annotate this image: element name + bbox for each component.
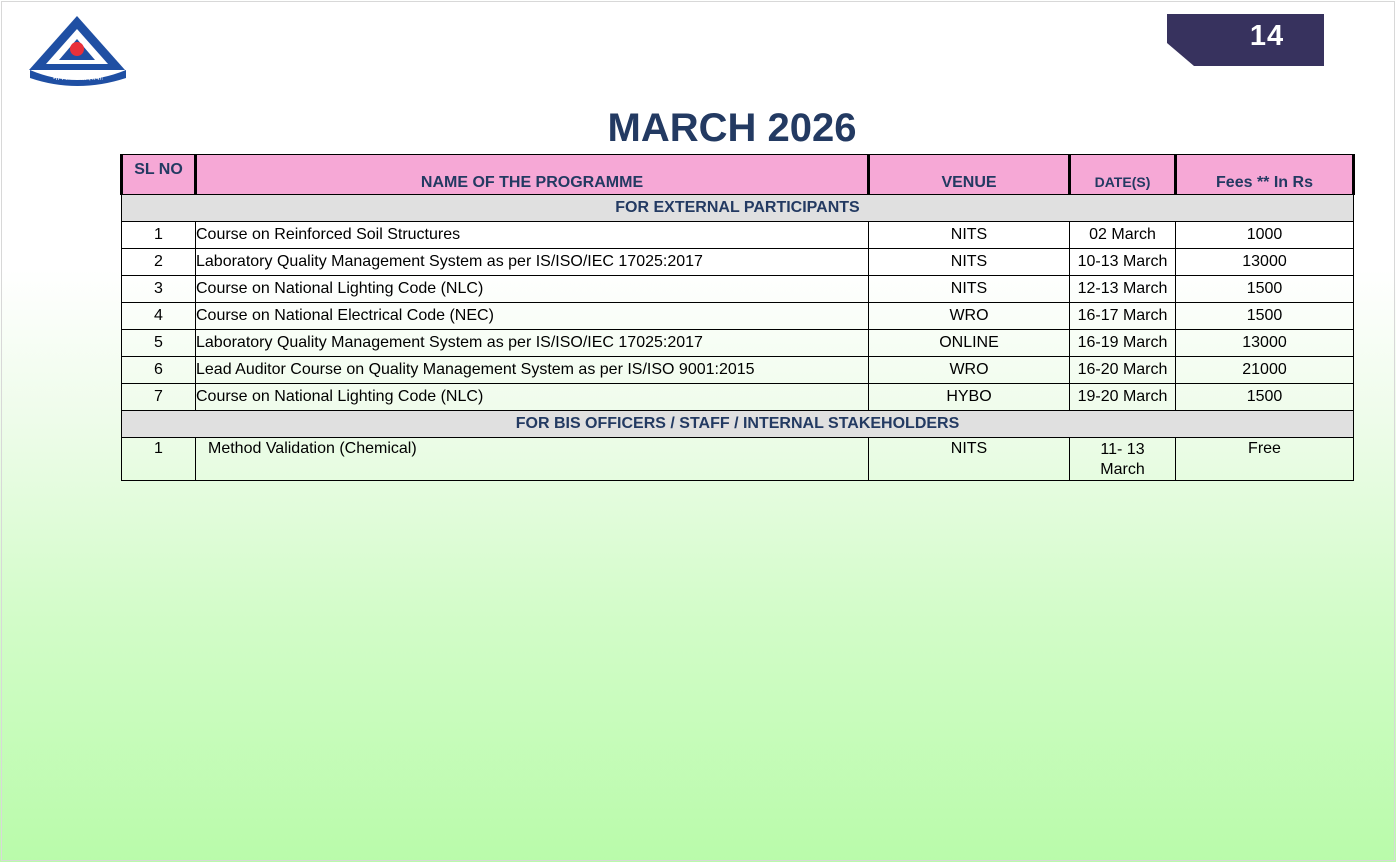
logo-tagline: मानकः पथप्रदर्शकः (53, 73, 103, 82)
row-programme: Course on National Electrical Code (NEC) (196, 303, 869, 330)
page-number-tab (1167, 14, 1324, 66)
row-fees: 21000 (1176, 357, 1354, 384)
row-sl: 1 (122, 222, 196, 249)
section-external (122, 195, 1354, 222)
row-venue: HYBO (869, 384, 1070, 411)
row-venue: NITS (869, 276, 1070, 303)
row-fees: 13000 (1176, 330, 1354, 357)
page-title: MARCH 2026 (607, 106, 857, 150)
row-venue: ONLINE (869, 330, 1070, 357)
row-sl: 1 (122, 438, 196, 481)
table-row (122, 384, 1354, 411)
table-row (122, 249, 1354, 276)
row-dates: 12-13 March (1070, 276, 1176, 303)
row-fees: Free (1176, 438, 1354, 481)
row-dates-line2: March (1100, 461, 1145, 478)
row-dates-line1: 11- 13 (1100, 441, 1145, 458)
row-sl: 4 (122, 303, 196, 330)
page-number: 14 (1249, 20, 1285, 52)
row-sl: 5 (122, 330, 196, 357)
row-fees: 1500 (1176, 276, 1354, 303)
row-fees: 1500 (1176, 384, 1354, 411)
row-sl: 6 (122, 357, 196, 384)
section-internal-label: FOR BIS OFFICERS / STAFF / INTERNAL STAKEHOLDERS (122, 411, 1354, 438)
row-dates: 10-13 March (1070, 249, 1176, 276)
row-dates: 19-20 March (1070, 384, 1176, 411)
row-programme: Course on National Lighting Code (NLC) (196, 276, 869, 303)
header-sl-no: SL NO (122, 155, 196, 195)
header-programme-name: NAME OF THE PROGRAMME (196, 155, 869, 195)
table-row (122, 438, 1354, 481)
row-dates: 16-20 March (1070, 357, 1176, 384)
row-fees: 1500 (1176, 303, 1354, 330)
row-fees: 13000 (1176, 249, 1354, 276)
row-dates: 16-17 March (1070, 303, 1176, 330)
row-sl: 3 (122, 276, 196, 303)
table-row (122, 222, 1354, 249)
bis-logo (28, 14, 130, 86)
header-dates: DATE(S) (1070, 155, 1176, 195)
table-row (122, 357, 1354, 384)
programme-table (120, 154, 1355, 481)
row-sl: 7 (122, 384, 196, 411)
row-programme: Course on National Lighting Code (NLC) (196, 384, 869, 411)
row-venue: NITS (869, 438, 1070, 481)
table-row (122, 330, 1354, 357)
section-external-label: FOR EXTERNAL PARTICIPANTS (122, 195, 1354, 222)
table-row (122, 303, 1354, 330)
table-row (122, 276, 1354, 303)
row-programme: Laboratory Quality Management System as per IS/ISO/IEC 17025:2017 (196, 249, 869, 276)
row-venue: WRO (869, 303, 1070, 330)
row-sl: 2 (122, 249, 196, 276)
section-internal (122, 411, 1354, 438)
row-programme: Laboratory Quality Management System as per IS/ISO/IEC 17025:2017 (196, 330, 869, 357)
row-programme: Course on Reinforced Soil Structures (196, 222, 869, 249)
row-fees: 1000 (1176, 222, 1354, 249)
row-venue: WRO (869, 357, 1070, 384)
table-header-row (122, 155, 1354, 195)
row-dates: 02 March (1070, 222, 1176, 249)
row-dates: 16-19 March (1070, 330, 1176, 357)
row-venue: NITS (869, 249, 1070, 276)
header-venue: VENUE (869, 155, 1070, 195)
row-programme: Lead Auditor Course on Quality Management System as per IS/ISO 9001:2015 (196, 357, 869, 384)
header-fees: Fees ** In Rs (1176, 155, 1354, 195)
row-programme: Method Validation (Chemical) (196, 438, 869, 481)
row-venue: NITS (869, 222, 1070, 249)
row-dates (1070, 438, 1176, 481)
